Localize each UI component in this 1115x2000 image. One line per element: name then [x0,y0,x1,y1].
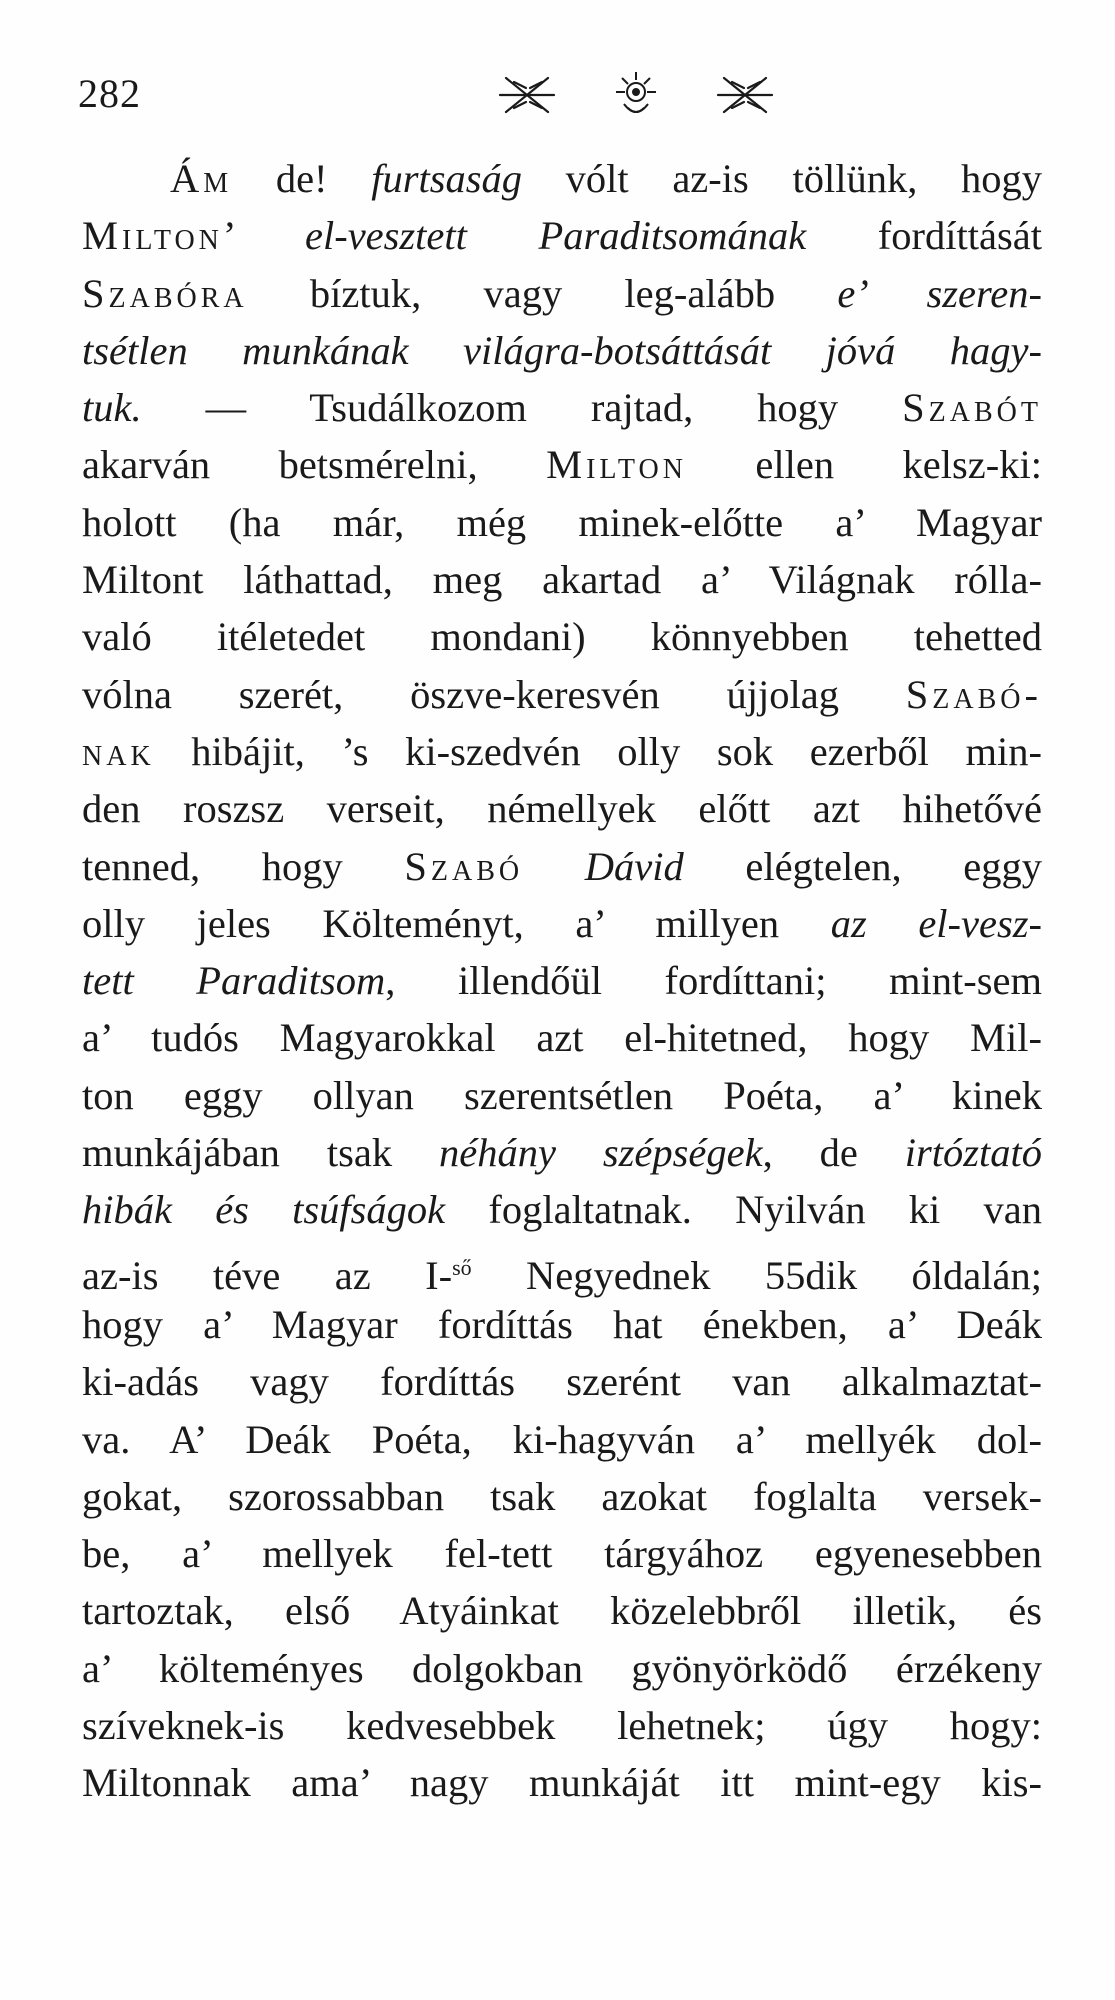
text-run: ton eggy ollyan szerentsétlen Poéta, a’ kinek [82,1072,1042,1118]
text-line [82,1296,1042,1353]
text-line [82,723,1042,780]
text-run: de! [232,156,372,201]
text-run: Miltont láthattad, meg akartad a’ Világnak rólla- [82,557,1042,603]
text-run: olly jeles Költeményt, a’ millyen [82,900,831,946]
text-line [82,1697,1042,1754]
text-line [82,1640,1042,1697]
text-line [82,322,1042,379]
text-run: a’ költeményes dolgokban gyönyörködő érzékeny [82,1645,1042,1691]
text-run: Miltonnak ama’ nagy munkáját itt mint-egy kis- [82,1760,1042,1806]
text-line [82,494,1042,551]
text-line [82,150,1042,207]
italic-phrase: furtsaság [371,156,522,201]
italic-phrase: néhány szépségek [439,1130,763,1176]
text-line [82,1009,1042,1066]
text-run: bíztuk, vagy leg-alább [247,270,838,316]
text-run: holott (ha már, még minek-előtte a’ Magyar [82,499,1042,545]
text-run: az-is téve az I- [82,1252,453,1298]
small-caps-name: Szabó [404,843,524,889]
text-run: ki-adás vagy fordíttás szerént van alkalmaztat- [82,1359,1042,1405]
italic-phrase: el-vesztett Paraditsomának [304,213,807,259]
text-line [82,1353,1042,1410]
italic-phrase: tett Paraditsom [82,958,386,1004]
text-line [82,1181,1042,1238]
text-run: a’ tudós Magyarokkal azt el-hitetned, hogy Mil- [82,1015,1042,1061]
text-run: vólna szerét, öszve-keresvén újjolag [82,671,906,717]
text-line [82,608,1042,665]
small-caps-name: Szabó- [905,671,1042,717]
text-line [82,1582,1042,1639]
text-run: den roszsz verseit, némellyek előtt azt hihetővé [82,786,1042,832]
small-caps-name: Milton [82,213,223,259]
text-run: hibájit, ’s ki-szedvén olly sok ezerből min- [154,728,1042,774]
text-run: , illendőül fordíttani; mint-sem [385,958,1042,1004]
text-line [82,895,1042,952]
text-line [82,1124,1042,1181]
text-line [82,838,1042,895]
italic-phrase: az el-vesz- [830,900,1042,946]
text-run: való itéletedet mondani) könnyebben tehetted [82,614,1042,660]
text-run: foglaltatnak. Nyilván ki van [445,1187,1042,1233]
text-line [82,1239,1042,1296]
italic-phrase: hibák és tsúfságok [82,1187,446,1233]
text-run: Negyednek 55dik óldalán; [471,1252,1042,1298]
text-run: elégtelen, eggy [683,843,1042,889]
text-run: tartoztak, első Atyáinkat közelebbről illetik, és [82,1588,1042,1634]
text-run: ellen kelsz-ki: [686,442,1042,488]
text-run: munkájában tsak [82,1130,439,1176]
text-line [82,1411,1042,1468]
page-header [78,64,1058,124]
italic-phrase: e’ szeren- [837,270,1042,316]
text-line [82,1468,1042,1525]
page-number: 282 [78,71,141,116]
superscript: ső [452,1254,472,1280]
text-run: va. A’ Deák Poéta, ki-hagyván a’ mellyék dol- [82,1416,1042,1462]
small-caps-name: Szabóra [82,270,248,316]
text-run: szíveknek-is kedvesebbek lehetnek; úgy hogy: [82,1703,1042,1749]
text-run: vólt az-is töllünk, hogy [522,156,1042,201]
text-run: akarván betsmérelni, [82,442,547,488]
text-line [82,780,1042,837]
italic-phrase: tsétlen munkának világra-botsáttását jóvá hagy- [82,327,1042,373]
text-run: , de [762,1130,905,1176]
small-caps-name: Szabót [902,385,1042,431]
text-line [82,207,1042,264]
text-line [82,379,1042,436]
text-line [82,436,1042,493]
small-caps-name: nak [82,728,155,774]
italic-phrase: tuk. [82,385,142,431]
italic-phrase: irtóztató [904,1130,1043,1176]
text-run: gokat, szorossabban tsak azokat foglalta versek- [82,1473,1042,1519]
small-caps-name: Milton [546,442,687,488]
ornament-header-icon [496,68,776,122]
text-run: tenned, hogy [82,843,405,889]
italic-phrase: Dávid [584,843,684,889]
text-line [82,265,1042,322]
text-run: fordíttását [806,213,1042,259]
text-run: hogy a’ Magyar fordíttás hat énekben, a’ Deák [82,1301,1042,1347]
body-text [82,150,1042,1812]
text-line [82,551,1042,608]
text-line [82,1525,1042,1582]
text-run [523,844,585,889]
text-run: — Tsudálkozom rajtad, hogy [141,385,903,431]
small-caps-name: Ám [170,156,233,201]
text-line [82,1067,1042,1124]
text-run: be, a’ mellyek fel-tett tárgyához egyenesebben [82,1531,1042,1577]
text-run: ’ [222,213,305,259]
text-line [82,666,1042,723]
text-line [82,952,1042,1009]
text-line [82,1754,1042,1811]
